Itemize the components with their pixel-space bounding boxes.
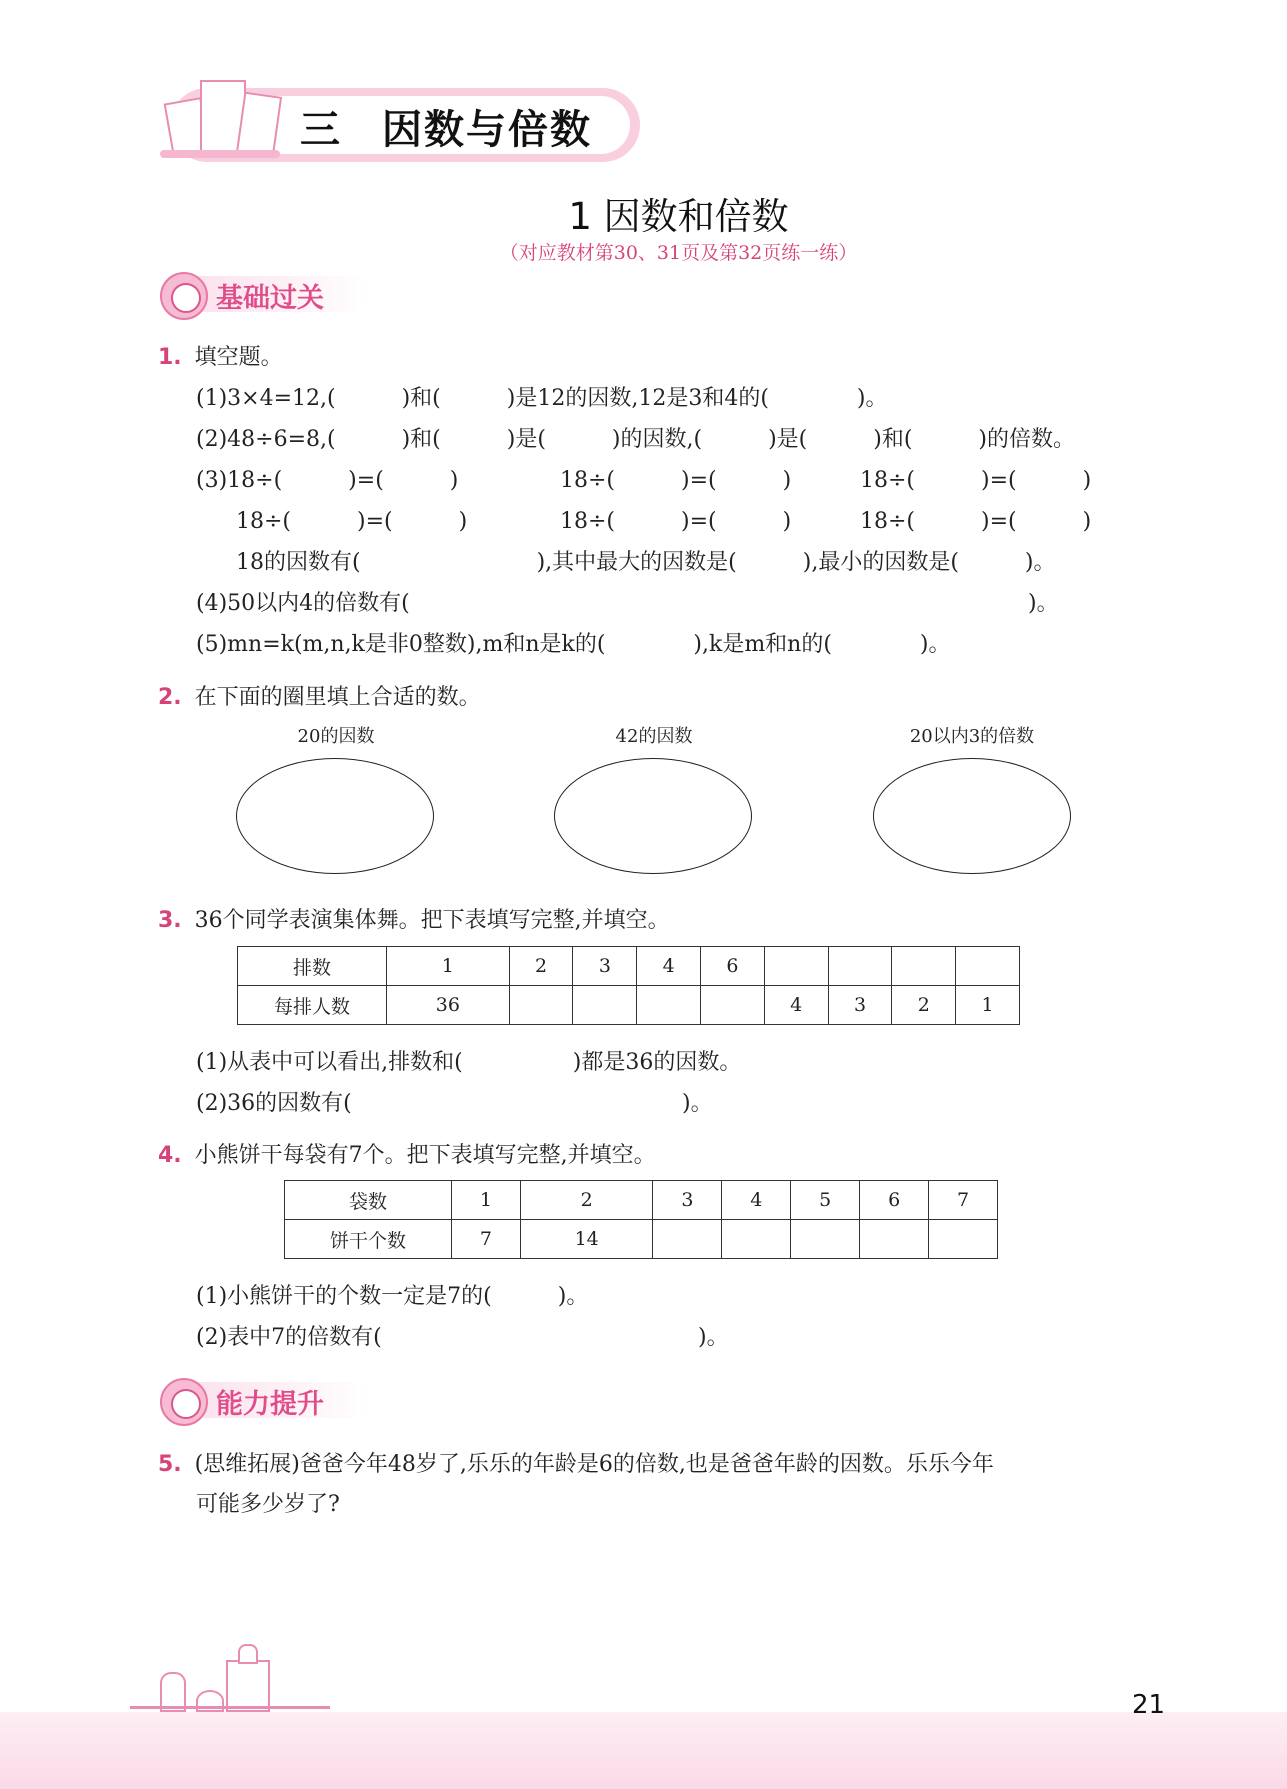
table-cell: 1: [452, 1181, 521, 1220]
table-cell[interactable]: [722, 1220, 791, 1259]
question-title: 填空题。: [194, 345, 283, 370]
lesson-title: 1 因数和倍数: [568, 195, 789, 238]
answer-circle-1[interactable]: [236, 758, 434, 874]
question-number: 2.: [158, 685, 182, 710]
q5-line-1: (思维拓展)爸爸今年48岁了,乐乐的年龄是6的倍数,也是爸爸年龄的因数。乐乐今年: [194, 1452, 994, 1477]
table-cell: 6: [860, 1181, 929, 1220]
rows-table: [237, 946, 1020, 1025]
table-cell: 1: [387, 947, 510, 986]
table-cell: 7: [929, 1181, 998, 1220]
table-cell: 7: [452, 1220, 521, 1259]
table-cell: 4: [722, 1181, 791, 1220]
table-cell: 每排人数: [238, 986, 387, 1025]
table-cell: 5: [791, 1181, 860, 1220]
chapter-number: 三: [300, 107, 342, 153]
table-cell: 3: [828, 986, 892, 1025]
q1-line-3a: (3)18÷( )=( ): [196, 468, 459, 493]
table-cell: 3: [653, 1181, 722, 1220]
table-cell: 14: [520, 1220, 653, 1259]
q3-sub-2b: )。: [682, 1091, 713, 1116]
question-title: 36个同学表演集体舞。把下表填写完整,并填空。: [194, 908, 670, 933]
answer-circle-2[interactable]: [554, 758, 752, 874]
q5-line-2: 可能多少岁了?: [196, 1492, 340, 1517]
q1-line-4b: 18÷( )=( ): [560, 509, 792, 534]
table-cell[interactable]: [573, 986, 637, 1025]
question-number: 5.: [158, 1452, 182, 1477]
biscuit-table: [284, 1180, 998, 1259]
table-cell: 36: [387, 986, 510, 1025]
q4-sub-2b: )。: [698, 1325, 729, 1350]
table-cell: 4: [764, 986, 828, 1025]
table-cell[interactable]: [929, 1220, 998, 1259]
q1-line-4a: 18÷( )=( ): [236, 509, 468, 534]
footer-band: [0, 1712, 1287, 1789]
table-cell: 3: [573, 947, 637, 986]
table-cell[interactable]: [509, 986, 573, 1025]
table-cell: 袋数: [285, 1181, 452, 1220]
table-cell[interactable]: [828, 947, 892, 986]
student-icon: [160, 272, 208, 320]
table-row: [238, 986, 1020, 1025]
q3-sub-1: (1)从表中可以看出,排数和( )都是36的因数。: [196, 1050, 742, 1075]
section-basic-label: 基础过关: [216, 283, 324, 314]
q1-line-6b: )。: [1028, 591, 1059, 616]
question-title: 小熊饼干每袋有7个。把下表填写完整,并填空。: [194, 1143, 656, 1168]
lesson-reference: （对应教材第30、31页及第32页练一练）: [499, 242, 858, 264]
section-advanced-label: 能力提升: [216, 1389, 324, 1420]
circle-label-1: 20的因数: [297, 726, 375, 747]
circle-label-3: 20以内3的倍数: [909, 726, 1035, 747]
table-cell: 2: [509, 947, 573, 986]
table-row: [238, 947, 1020, 986]
page-number: 21: [1132, 1690, 1166, 1720]
chapter-title: 因数与倍数: [382, 107, 592, 153]
table-cell: 1: [956, 986, 1020, 1025]
q1-line-7: (5)mn=k(m,n,k是非0整数),m和n是k的( ),k是m和n的( )。: [196, 632, 951, 657]
q4-sub-2a: (2)表中7的倍数有(: [196, 1325, 382, 1350]
table-cell: 2: [520, 1181, 653, 1220]
table-cell: 4: [637, 947, 701, 986]
q1-line-6a: (4)50以内4的倍数有(: [196, 591, 410, 616]
q4-sub-1: (1)小熊饼干的个数一定是7的( )。: [196, 1284, 589, 1309]
table-cell[interactable]: [860, 1220, 929, 1259]
q1-line-2: (2)48÷6=8,( )和( )是( )的因数,( )是( )和( )的倍数。: [196, 427, 1076, 452]
circle-label-2: 42的因数: [615, 726, 693, 747]
table-cell[interactable]: [791, 1220, 860, 1259]
answer-circle-3[interactable]: [873, 758, 1071, 874]
table-cell: 排数: [238, 947, 387, 986]
table-row: [285, 1220, 998, 1259]
table-cell: 6: [701, 947, 765, 986]
table-row: [285, 1181, 998, 1220]
table-cell[interactable]: [637, 986, 701, 1025]
question-number: 3.: [158, 908, 182, 933]
table-cell[interactable]: [701, 986, 765, 1025]
table-cell[interactable]: [892, 947, 956, 986]
question-number: 4.: [158, 1143, 182, 1168]
table-cell[interactable]: [764, 947, 828, 986]
table-cell[interactable]: [956, 947, 1020, 986]
q1-line-4c: 18÷( )=( ): [860, 509, 1092, 534]
table-cell: 饼干个数: [285, 1220, 452, 1259]
table-cell: 2: [892, 986, 956, 1025]
q1-line-3c: 18÷( )=( ): [860, 468, 1092, 493]
student-icon: [160, 1378, 208, 1426]
question-number: 1.: [158, 345, 182, 370]
table-cell[interactable]: [653, 1220, 722, 1259]
q3-sub-2a: (2)36的因数有(: [196, 1091, 352, 1116]
q1-line-1: (1)3×4=12,( )和( )是12的因数,12是3和4的( )。: [196, 386, 888, 411]
q1-line-3b: 18÷( )=( ): [560, 468, 792, 493]
question-title: 在下面的圈里填上合适的数。: [194, 685, 481, 710]
q1-line-5: 18的因数有( ),其中最大的因数是( ),最小的因数是( )。: [236, 550, 1056, 575]
